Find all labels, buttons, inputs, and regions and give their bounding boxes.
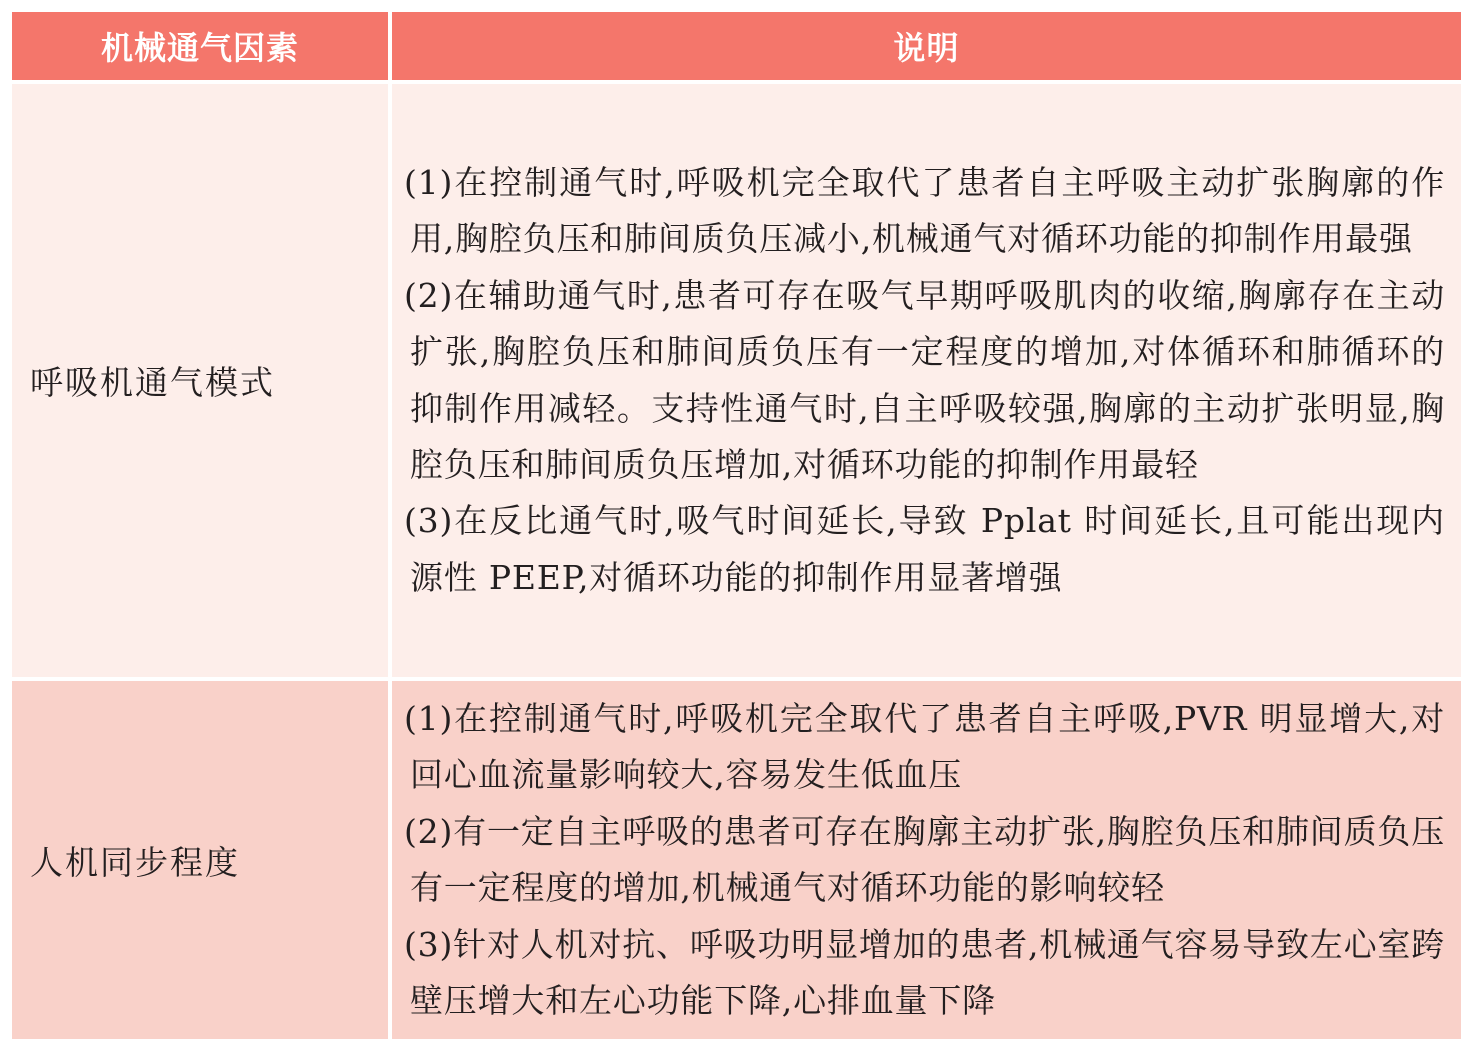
description-cell [392,681,1461,1039]
description-cell [392,84,1461,681]
table-row [12,84,1461,681]
factor-cell: 人机同步程度 [12,681,392,1039]
description-item: (3)针对人机对抗、呼吸功明显增加的患者,机械通气容易导致左心室跨壁压增大和左心功能下降,心排血量下降 [404,924,1445,1021]
description-item: (1)在控制通气时,呼吸机完全取代了患者自主呼吸主动扩张胸廓的作用,胸腔负压和肺间质负压减小,机械通气对循环功能的抑制作用最强 [404,162,1445,259]
factor-cell: 呼吸机通气模式 [12,84,392,681]
ventilation-factors-table [12,12,1461,1039]
table-row [12,681,1461,1039]
header-description: 说明 [392,12,1461,84]
header-factor: 机械通气因素 [12,12,392,84]
table-header-row [12,12,1461,84]
description-item: (1)在控制通气时,呼吸机完全取代了患者自主呼吸,PVR 明显增大,对回心血流量影响较大,容易发生低血压 [404,699,1445,795]
description-item: (2)在辅助通气时,患者可存在吸气早期呼吸肌肉的收缩,胸廓存在主动扩张,胸腔负压和肺间质负压有一定程度的增加,对体循环和肺循环的抑制作用减轻。支持性通气时,自主呼吸较强,胸廓的主动扩张明显,胸腔负压和肺间质负压增加,对循环功能的抑制作用最轻 [404,275,1445,484]
description-item: (2)有一定自主呼吸的患者可存在胸廓主动扩张,胸腔负压和肺间质负压有一定程度的增加,机械通气对循环功能的影响较轻 [404,811,1445,908]
description-item: (3)在反比通气时,吸气时间延长,导致 Pplat 时间延长,且可能出现内源性 PEEP,对循环功能的抑制作用显著增强 [404,501,1445,597]
